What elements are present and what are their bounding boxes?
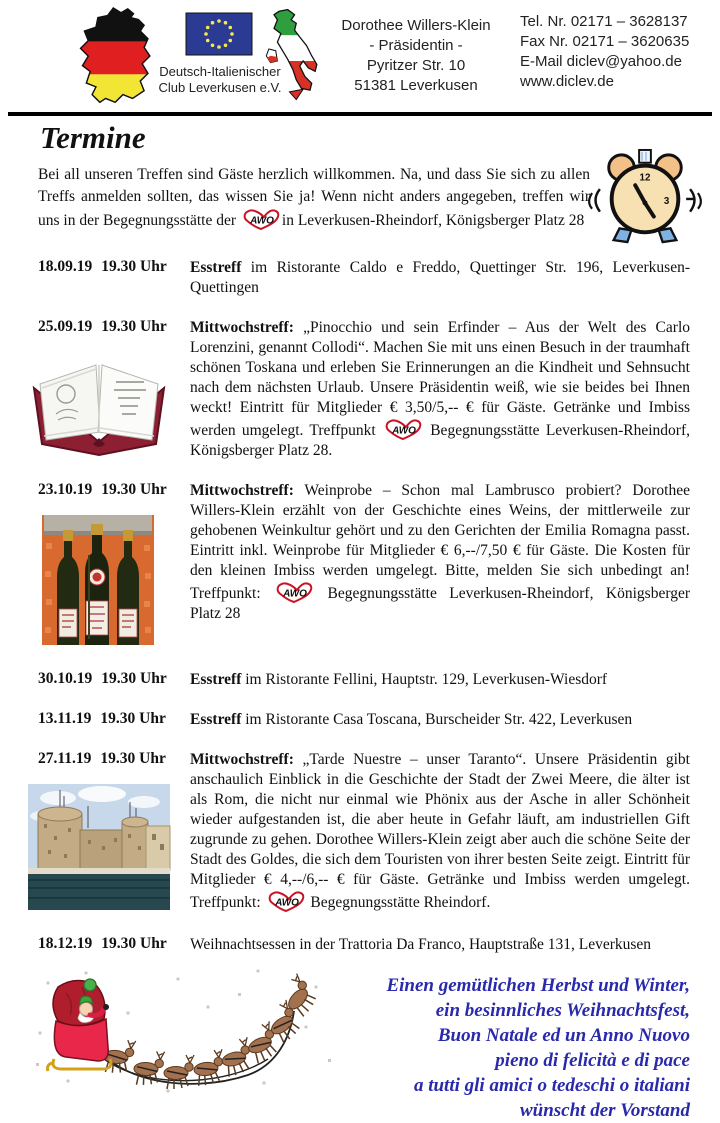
intro-before-awo: Bei all unseren Treffen sind Gäste herzlich willkommen. Na, und dass Sie sich zu allen Treffs anmelden sollten, das wissen Sie ja! Wenn nicht anders angegeben, treffen wir uns in der Begegnungsstätte der: [38, 166, 590, 229]
svg-text:AWO: AWO: [274, 897, 299, 909]
awo-heart-icon: [274, 581, 314, 603]
event-date: 13.11.19 19.30 Uhr: [38, 710, 166, 727]
event-description: Esstreff im Ristorante Caldo e Freddo, Quettinger Str. 196, Leverkusen-Quettingen: [190, 259, 690, 296]
president-street: Pyritzer Str. 10: [366, 57, 466, 74]
footer: [38, 963, 690, 1123]
event-row: [38, 258, 690, 298]
event-left-column: [38, 481, 190, 650]
page-title: Termine: [40, 120, 146, 155]
main-content: [0, 116, 720, 1123]
event-date: 18.09.19 19.30 Uhr: [38, 258, 167, 275]
santa-sleigh-illustration-slot: [28, 963, 338, 1104]
awo-heart-icon: [266, 890, 306, 912]
event-row: [38, 710, 690, 730]
event-left-column: [38, 258, 190, 298]
svg-text:3: 3: [663, 195, 670, 207]
awo-logo: [273, 585, 315, 602]
closing-line: wünscht der Vorstand: [519, 1100, 690, 1121]
wine-bottles-photo: [42, 515, 154, 645]
contact-block: [520, 12, 715, 92]
event-row: [38, 481, 690, 650]
events-list: [38, 258, 690, 955]
awo-heart-icon: [383, 418, 423, 440]
contact-website[interactable]: www.diclev.de: [520, 73, 614, 90]
eu-flag-icon: [186, 13, 252, 55]
event-date: 30.10.19 19.30 Uhr: [38, 670, 167, 687]
event-left-column: [38, 318, 190, 461]
club-name-line2: Club Leverkusen e.V.: [158, 80, 282, 95]
contact-fax: Fax Nr. 02171 – 3620635: [520, 33, 690, 50]
event-description: Esstreff im Ristorante Casa Toscana, Burscheider Str. 422, Leverkusen: [190, 711, 633, 728]
castle-image: [28, 784, 190, 915]
closing-message: [338, 963, 690, 1123]
svg-text:AWO: AWO: [392, 425, 416, 437]
club-name: [142, 64, 298, 96]
president-city: 51381 Leverkusen: [354, 77, 478, 94]
svg-text:AWO: AWO: [249, 215, 274, 227]
open-book-photo: [28, 352, 170, 456]
intro-text: [38, 164, 590, 232]
awo-logo: [265, 894, 307, 911]
closing-line: pieno di felicità e di pace: [495, 1050, 690, 1071]
event-date: 25.09.19 19.30 Uhr: [38, 318, 167, 335]
contact-email[interactable]: E-Mail diclev@yahoo.de: [520, 53, 682, 70]
awo-heart-icon: [241, 208, 281, 230]
alarm-clock-illustration: [584, 148, 706, 251]
club-name-line1: Deutsch-Italienischer: [159, 64, 281, 79]
president-name: Dorothee Willers-Klein: [341, 17, 491, 34]
header: [0, 0, 720, 112]
bottles-image: [42, 515, 190, 650]
closing-line: a tutti gli amici o tedeschi o italiani: [413, 1075, 690, 1096]
president-role: - Präsidentin -: [369, 37, 463, 54]
event-date: 27.11.19 19.30 Uhr: [38, 750, 166, 767]
president-block: [330, 16, 502, 96]
event-description: Mittwochstreff: Weinprobe – Schon mal Lambrusco probiert? Dorothee Willers-Klein erzählt von der Geschichte eines Weins, der mittlerweile zur gehobenen Weinkultur gehört und zu den Gerichten der Emilia Romagna passt. Eintritt inkl. Weinprobe für Mitglieder € 6,--/7,50 € für Gäste. Die Kosten für den kleinen Imbiss werden umgelegt. Bitte, melden Sie sich unbedingt an! Treffpunkt: AWO Begegnungsstätte Leverkusen-Rheindorf, Königsberger Platz 28: [190, 482, 690, 622]
event-description: Weihnachtsessen in der Trattoria Da Franco, Hauptstraße 131, Leverkusen: [190, 936, 652, 953]
event-row: [38, 750, 690, 915]
svg-text:12: 12: [639, 172, 651, 184]
book-image: [28, 352, 190, 461]
intro-section: [38, 164, 690, 242]
event-description: Mittwochstreff: „Tarde Nuestre – unser Taranto“. Unsere Präsidentin gibt anschaulich Einblick in die Geschichte der Stadt der Zwei Meere, die älter ist als Rom, die nicht nur einmal wie Phönix aus der Asche in aller Schönheit wieder aufgestanden ist, die aber heute in Gefahr läuft, am industriellen Gift zugrunde zu gehen. Dorothee Willers-Klein zeigt aber auch die schöne Seite der Stadt des Goldes, die sich dem Touristen von ihrer besten Seite zeigt. Eintritt für Mitglieder € 4,--/6,-- € für Gäste. Getränke und Imbiss werden umgelegt. Treffpunkt: AWO Begegnungsstätte Rheindorf.: [190, 751, 690, 911]
event-row: [38, 670, 690, 690]
event-row: [38, 318, 690, 461]
event-description: Esstreff im Ristorante Fellini, Hauptstr. 129, Leverkusen-Wiesdorf: [190, 671, 608, 688]
event-left-column: [38, 710, 190, 730]
awo-logo: [240, 212, 282, 229]
taranto-castle-photo: [28, 784, 170, 910]
contact-tel: Tel. Nr. 02171 – 3628137: [520, 13, 688, 30]
event-description: Mittwochstreff: „Pinocchio und sein Erfinder – Aus der Welt des Carlo Lorenzini, genannt Collodi“. Machen Sie mit uns einen Besuch in der traumhaft schönen Toskana und erleben Sie Erinnerungen an die Kindheit und Sehnsucht nach dem nächsten Urlaub. Unsere Präsidentin weiß, wie sie beides bei Ihnen weckt! Eintritt für Mitglieder € 3,50/5,-- € für Gäste. Getränke und Imbiss werden umgelegt. Treffpunkt AWO Begegnungsstätte Leverkusen-Rheindorf, Königsberger Platz 28.: [190, 319, 690, 459]
closing-line: Einen gemütlichen Herbst und Winter,: [386, 975, 690, 996]
event-row: [38, 935, 690, 955]
event-left-column: [38, 750, 190, 915]
closing-line: ein besinnliches Weihnachtsfest,: [435, 1000, 690, 1021]
awo-logo: [382, 422, 424, 439]
closing-line: Buon Natale ed un Anno Nuovo: [437, 1025, 690, 1046]
event-date: 23.10.19 19.30 Uhr: [38, 481, 167, 498]
event-left-column: [38, 935, 190, 955]
santa-sleigh-illustration: [28, 963, 338, 1099]
svg-text:AWO: AWO: [283, 588, 308, 600]
event-left-column: [38, 670, 190, 690]
intro-after-awo: in Leverkusen-Rheindorf, Königsberger Platz 28: [281, 212, 585, 229]
event-date: 18.12.19 19.30 Uhr: [38, 935, 167, 952]
